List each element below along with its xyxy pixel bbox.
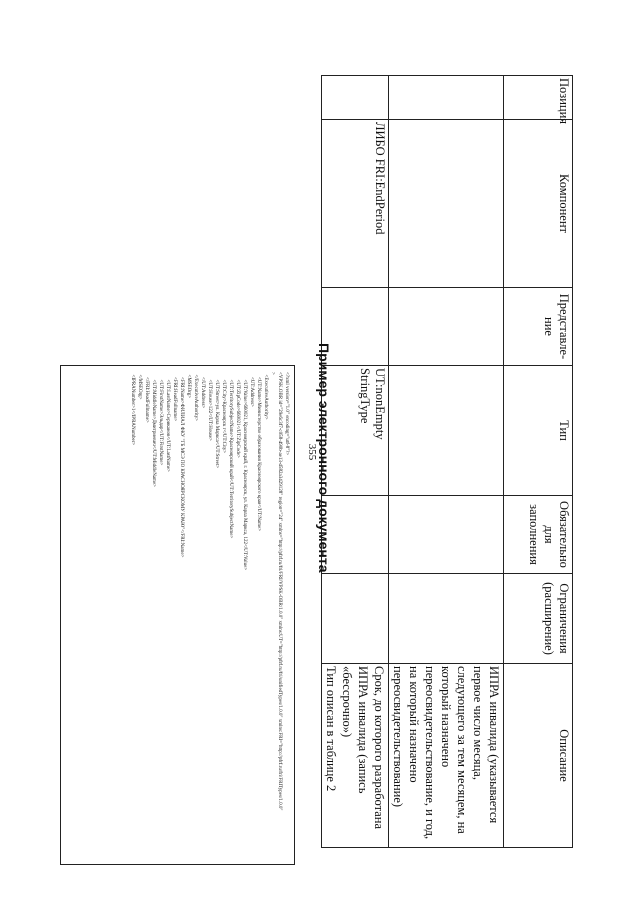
xml-line: <UT:FirstName>Эльдар</UT:FirstName> — [158, 372, 163, 466]
cell-component — [389, 120, 504, 288]
xml-line: <UT:Street>ул. Карла Маркса</UT:Street> — [214, 372, 219, 469]
cell-position — [389, 76, 504, 120]
header-component: Компонент — [504, 120, 573, 288]
xml-line: <UT:LastName>Сериканов</UT:LastName> — [165, 372, 170, 472]
cell-position — [322, 76, 389, 120]
header-representation: Представле- ние — [504, 288, 573, 366]
xml-line: > — [270, 372, 275, 375]
cell-restrictions — [322, 574, 389, 664]
xml-line: <IPRANumber>1</IPRANumber> — [130, 372, 135, 446]
xml-line: </MSEOrg> — [137, 372, 142, 400]
xml-line: </ExecutiveAuthority> — [193, 372, 198, 421]
cell-description: ИПРА инвалида (указывается первое число месяца, следующего за тем месяцем, на который назначено переосвидетельствование, и год, на который назначено переосвидетельствование) — [389, 664, 504, 848]
example-title: Пример электронного документа — [316, 343, 332, 573]
cell-type — [389, 366, 504, 496]
cell-required — [389, 496, 504, 574]
xml-line: <FRI:Name>ФИЛИАЛ ФКУ "ГБ МСЭ ПО КРАСНОЯРСКОМУ КРАЮ"</FRI:Name> — [179, 372, 184, 558]
xml-example-box — [60, 365, 295, 865]
xml-line: <FRI:HeadFullname> — [172, 372, 177, 422]
table-header-row — [504, 76, 573, 848]
xml-line: <UT:TerritorySubjectName>Красноярский край</UT:TerritorySubjectName> — [228, 372, 233, 539]
header-restrictions: Ограничения (расширение) — [504, 574, 573, 664]
xml-line: <UT:Address> — [249, 372, 254, 407]
xml-line: <VPSK.OBR id="29e6c3f7-c058-490b-ae13-d582a3429128" region="24" xmlns="http://pfrf.ru/fri/FRI/VPSK-OBR/1.0.0" xmlns:UT="http://pfrf.ru/fri/unifiedTypes/1.0.0" xmlns:FRI="http://pfrf.ru/fri/FRITypes/1.0.0" — [277, 372, 282, 811]
xml-line: <UT:MiddleName>Дмитриевич</UT:MiddleName> — [151, 372, 156, 487]
xml-line: <UT:City>Красноярск г</UT:City> — [221, 372, 226, 454]
cell-representation — [389, 288, 504, 366]
xml-line: <MSEOrg> — [186, 372, 191, 399]
xml-line: </FRI:HeadFullname> — [144, 372, 149, 423]
xml-line: <UT:House>122</UT:House> — [207, 372, 212, 441]
xml-line: <ExecutiveAuthority> — [263, 372, 268, 420]
page-number: 355 — [306, 443, 318, 461]
cell-type: UT:nonEmpty StringType — [322, 366, 389, 496]
xml-line: </UT:Address> — [200, 372, 205, 409]
header-required: Обязательно для заполнения — [504, 496, 573, 574]
xml-line: <?xml version="1.0" encoding="utf-8"?> — [284, 372, 289, 456]
header-position: Позиция — [504, 76, 573, 120]
cell-restrictions — [389, 574, 504, 664]
header-type: Тип — [504, 366, 573, 496]
cell-description: Срок, до которого разработана ИПРА инвалида (запись «бессрочно») Тип описан в таблице 2 — [322, 664, 389, 848]
xml-line: <UT:ZipCode>660021</UT:ZipCode> — [235, 372, 240, 458]
header-description: Описание — [504, 664, 573, 848]
xml-line: <UT:Name>Министерство образования Красноярского края</UT:Name> — [256, 372, 261, 532]
cell-component: ЛИБО FRI:EndPeriod — [322, 120, 389, 288]
spec-table — [321, 75, 573, 848]
table-row — [389, 76, 504, 848]
xml-line: <UT:Value>660021, Красноярский край, г. Красноярск, ул. Карла Маркса, 122</UT:Value> — [242, 372, 247, 571]
